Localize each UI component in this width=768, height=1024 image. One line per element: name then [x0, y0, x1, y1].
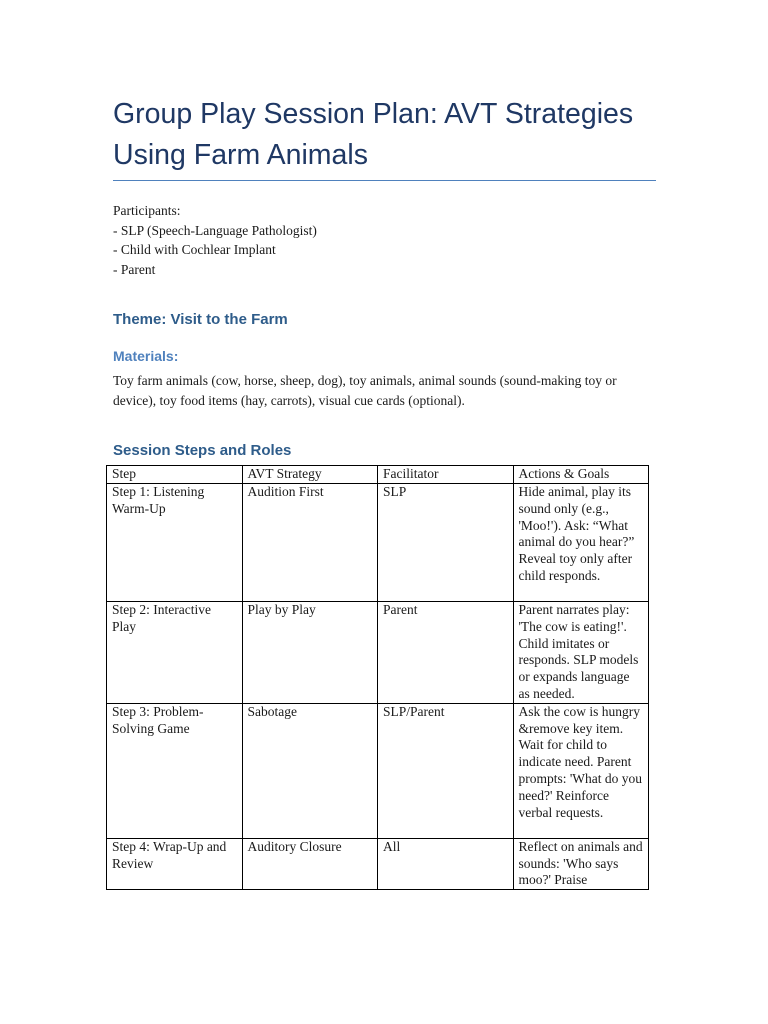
theme-heading: Theme: Visit to the Farm: [113, 311, 288, 328]
participants-section: [113, 201, 317, 279]
table-cell-strategy: Auditory Closure: [242, 838, 378, 889]
header-cell-actions: Actions & Goals: [513, 466, 649, 484]
page-title: Group Play Session Plan: AVT Strategies Using Farm Animals: [113, 98, 634, 171]
table-cell-facilitator: All: [378, 838, 514, 889]
steps-heading: Session Steps and Roles: [113, 442, 292, 459]
materials-heading: Materials:: [113, 348, 179, 364]
table-cell-strategy: Play by Play: [242, 602, 378, 704]
table-header-row: [107, 466, 649, 484]
table-row: [107, 838, 649, 889]
header-cell-strategy: AVT Strategy: [242, 466, 378, 484]
participant-item: - Parent: [113, 261, 156, 277]
table-cell-step: Step 1: Listening Warm-Up: [107, 484, 243, 602]
table-cell-actions: Reflect on animals and sounds: 'Who says moo?' Praise: [513, 838, 649, 889]
table-row: [107, 602, 649, 704]
table-cell-actions: Hide animal, play its sound only (e.g., 'Moo!'). Ask: “What animal do you hear?” Reveal toy only after child responds.: [513, 484, 649, 602]
table-cell-actions: Ask the cow is hungry &remove key item. Wait for child to indicate need. Parent prompts: 'What do you need?' Reinforce verbal requests.: [513, 703, 649, 838]
materials-text: Toy farm animals (cow, horse, sheep, dog), toy animals, animal sounds (sound-making toy or device), toy food items (hay, carrots), visual cue cards (optional).: [113, 373, 617, 408]
table-cell-actions: Parent narrates play: 'The cow is eating!'. Child imitates or responds. SLP models or expands language as needed.: [513, 602, 649, 704]
session-steps-table: [106, 465, 649, 890]
table-cell-step: Step 3: Problem-Solving Game: [107, 703, 243, 838]
participants-heading: Participants:: [113, 203, 181, 218]
participant-item: - Child with Cochlear Implant: [113, 242, 276, 258]
table-cell-strategy: Sabotage: [242, 703, 378, 838]
header-cell-facilitator: Facilitator: [378, 466, 514, 484]
table-cell-step: Step 4: Wrap-Up and Review: [107, 838, 243, 889]
table-row: [107, 703, 649, 838]
participant-item: - SLP (Speech-Language Pathologist): [113, 222, 317, 238]
table-cell-step: Step 2: Interactive Play: [107, 602, 243, 704]
table-cell-facilitator: SLP/Parent: [378, 703, 514, 838]
header-cell-step: Step: [107, 466, 243, 484]
table-cell-facilitator: Parent: [378, 602, 514, 704]
table-cell-facilitator: SLP: [378, 484, 514, 602]
title-divider: [113, 180, 656, 181]
table-cell-strategy: Audition First: [242, 484, 378, 602]
table-row: [107, 484, 649, 602]
